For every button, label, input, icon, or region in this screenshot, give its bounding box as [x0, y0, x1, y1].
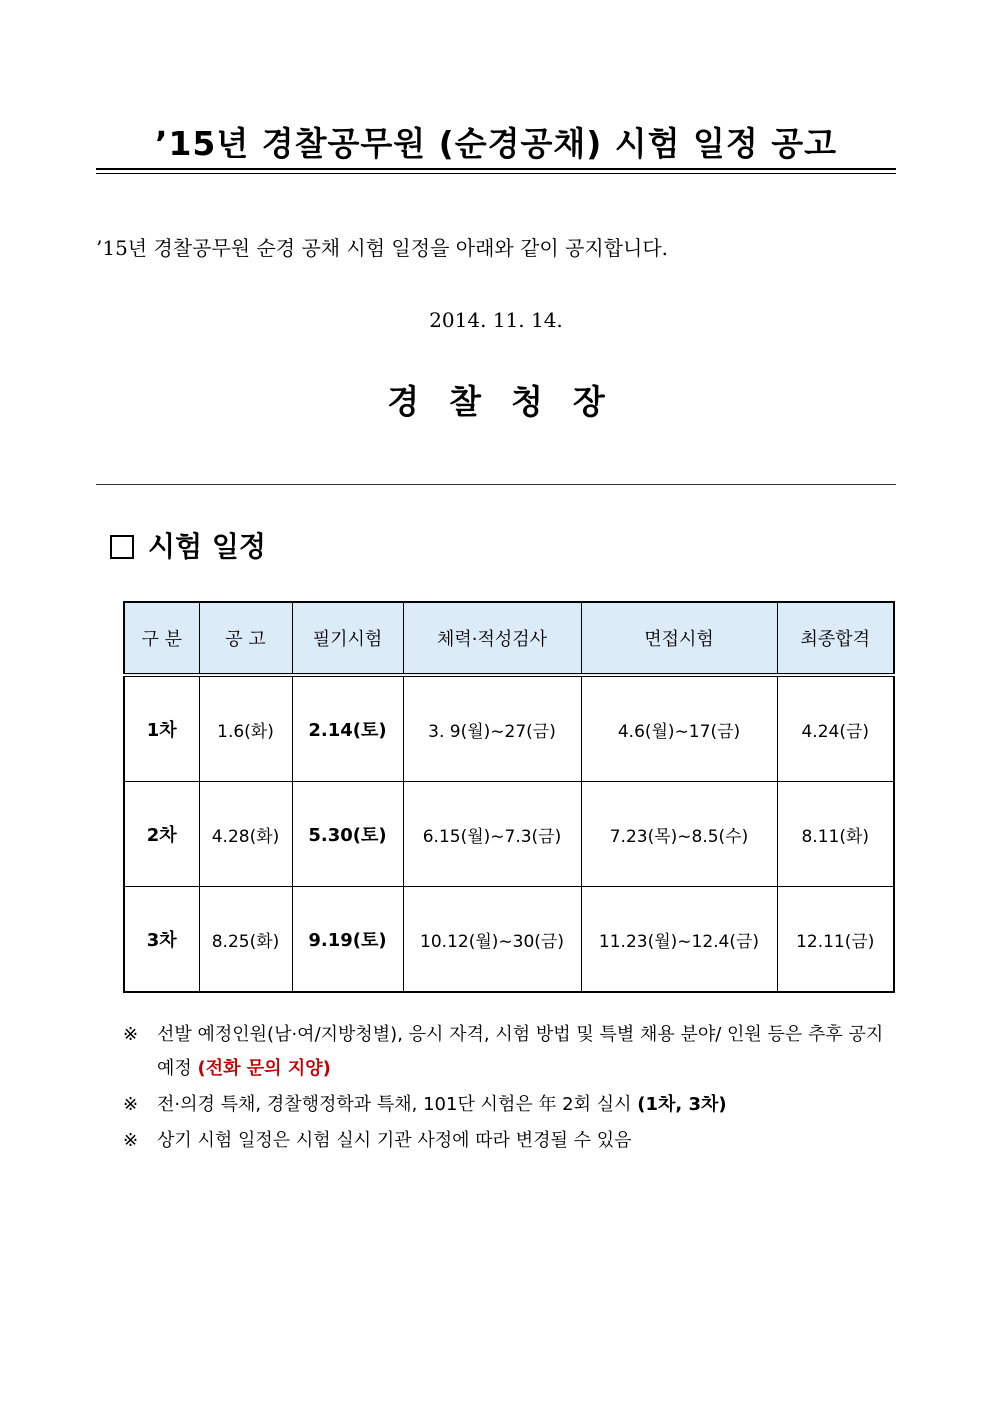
header-announcement: 공 고	[199, 602, 292, 675]
schedule-table	[123, 601, 895, 993]
section-heading	[110, 524, 266, 570]
reference-mark: ※	[123, 1130, 139, 1151]
note-highlight: (전화 문의 지양)	[197, 1058, 331, 1079]
table-row	[124, 675, 894, 782]
header-category: 구 분	[124, 602, 199, 675]
header-fitness-test: 체력·적성검사	[403, 602, 581, 675]
table-row	[124, 782, 894, 887]
cell-interview: 7.23(목)∼8.5(수)	[581, 782, 777, 887]
cell-written-exam: 9.19(토)	[292, 887, 403, 993]
note-item	[123, 1088, 903, 1122]
note-text: 상기 시험 일정은 시험 실시 기관 사정에 따라 변경될 수 있음	[157, 1130, 632, 1151]
intro-text: ’15년 경찰공무원 순경 공채 시험 일정을 아래와 같이 공지합니다.	[96, 236, 669, 260]
note-highlight: (1차, 3차)	[637, 1094, 727, 1115]
cell-interview: 11.23(월)∼12.4(금)	[581, 887, 777, 993]
cell-fitness-test: 6.15(월)∼7.3(금)	[403, 782, 581, 887]
table-header-row	[124, 602, 894, 675]
reference-mark: ※	[123, 1024, 139, 1045]
row-label: 2차	[124, 782, 199, 887]
cell-announcement: 4.28(화)	[199, 782, 292, 887]
note-text: 전·의경 특채, 경찰행정학과 특채, 101단 시험은 年 2회 실시	[157, 1094, 632, 1115]
cell-announcement: 1.6(화)	[199, 675, 292, 782]
header-written-exam: 필기시험	[292, 602, 403, 675]
notice-date: 2014. 11. 14.	[429, 308, 563, 332]
title-underline	[96, 168, 896, 170]
reference-mark: ※	[123, 1094, 139, 1115]
cell-final-pass: 4.24(금)	[777, 675, 894, 782]
note-item	[123, 1018, 903, 1086]
row-label: 1차	[124, 675, 199, 782]
row-label: 3차	[124, 887, 199, 993]
section-heading-text: 시험 일정	[148, 530, 266, 563]
notice-title: ’15년 경찰공무원 (순경공채) 시험 일정 공고	[154, 124, 838, 163]
cell-final-pass: 12.11(금)	[777, 887, 894, 993]
separator-line	[96, 484, 896, 485]
cell-final-pass: 8.11(화)	[777, 782, 894, 887]
cell-interview: 4.6(월)∼17(금)	[581, 675, 777, 782]
header-final-pass: 최종합격	[777, 602, 894, 675]
title-underline-thin	[96, 173, 896, 174]
cell-fitness-test: 3. 9(월)∼27(금)	[403, 675, 581, 782]
cell-announcement: 8.25(화)	[199, 887, 292, 993]
cell-written-exam: 5.30(토)	[292, 782, 403, 887]
cell-fitness-test: 10.12(월)∼30(금)	[403, 887, 581, 993]
checkbox-square-icon	[110, 535, 134, 559]
signer-name: 경찰청장	[387, 382, 635, 421]
header-interview: 면접시험	[581, 602, 777, 675]
notes-list	[123, 1018, 903, 1160]
note-item	[123, 1124, 903, 1158]
table-row	[124, 887, 894, 993]
cell-written-exam: 2.14(토)	[292, 675, 403, 782]
note-text: 선발 예정인원(남·여/지방청별), 응시 자격, 시험 방법 및 특별 채용 분야/ 인원 등은 추후 공지 예정	[157, 1024, 884, 1079]
